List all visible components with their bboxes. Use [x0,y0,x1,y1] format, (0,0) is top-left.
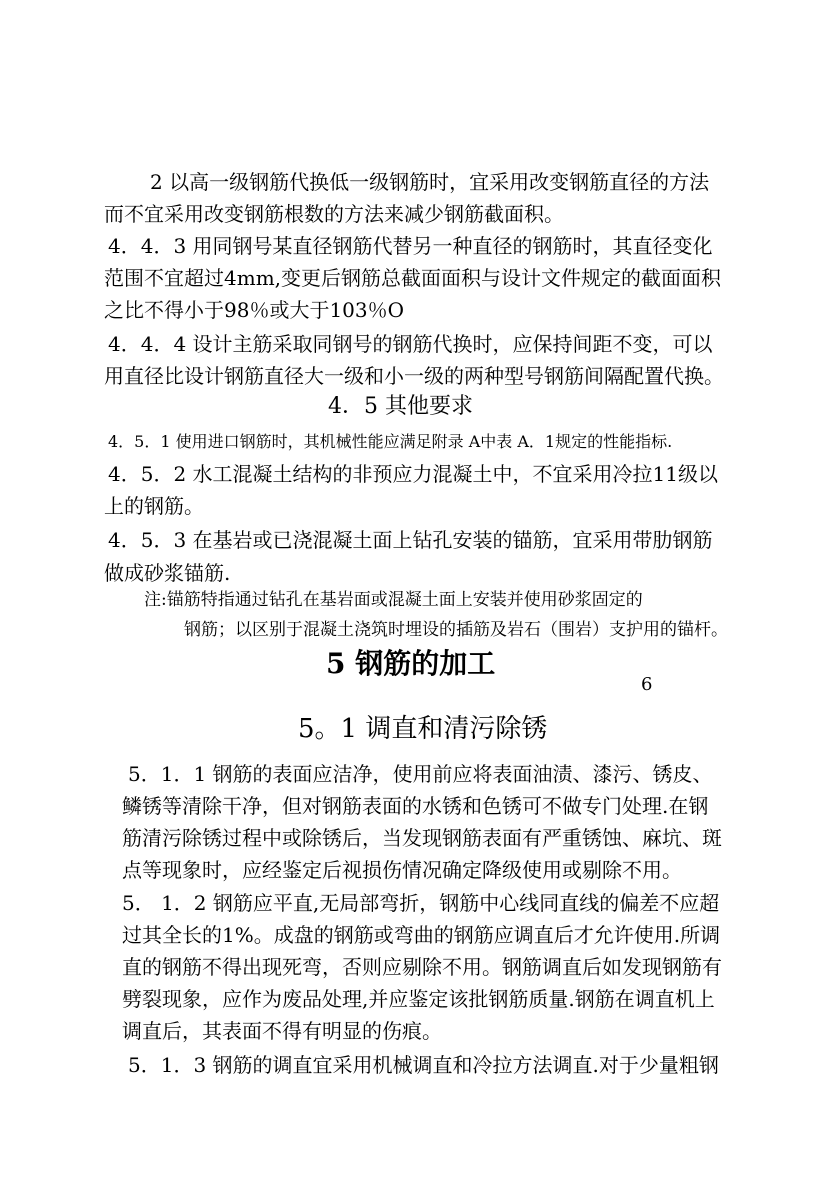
section-heading-5-1: 5。1 调直和清污除锈 [298,714,548,744]
body-line: 上的钢筋。 [104,494,204,518]
clause-5-1-1-line: 5．1．1 钢筋的表面应洁净，使用前应将表面油渍、漆污、锈皮、 [128,762,713,786]
body-line: 点等现象时，应经鉴定后视损伤情况确定降级使用或剔除不用。 [122,858,682,882]
body-line: 鳞锈等清除干净，但对钢筋表面的水锈和色锈可不做专门处理.在钢 [122,794,709,818]
clause-4-5-3-line: 4．5．3 在基岩或已浇混凝土面上钻孔安装的锚筋，宜采用带肋钢筋 [108,528,713,552]
body-line: 做成砂浆锚筋. [104,561,231,585]
clause-4-4-4-line: 4．4．4 设计主筋采取同钢号的钢筋代换时，应保持间距不变，可以 [108,332,713,356]
body-line: 之比不得小于98％或大于103％O [104,298,405,322]
clause-4-5-1-line: 4．5．1 使用进口钢筋时，其机械性能应满足附录 A中表 A．1规定的性能指标. [108,432,673,451]
page-number: 6 [641,674,653,695]
clause-5-1-3-line: 5．1．3 钢筋的调直宜采用机械调直和冷拉方法调直.对于少量粗钢 [128,1053,719,1077]
body-line: 筋清污除锈过程中或除锈后，当发现钢筋表面有严重锈蚀、麻坑、斑 [122,826,722,850]
note-line: 钢筋；以区别于混凝土浇筑时埋设的插筋及岩石（围岩）支护用的锚杆。 [184,620,728,640]
section-heading-4-5: 4．5 其他要求 [328,394,473,419]
body-line: 用直径比设计钢筋直径大一级和小一级的两种型号钢筋间隔配置代换。 [104,364,724,388]
clause-5-1-2-line: 5． 1．2 钢筋应平直,无局部弯折，钢筋中心线同直线的偏差不应超 [122,891,720,915]
body-line: 2 以高一级钢筋代换低一级钢筋时，宜采用改变钢筋直径的方法 [150,170,710,194]
clause-4-4-3-line: 4．4．3 用同钢号某直径钢筋代替另一种直径的钢筋时，其直径变化 [108,234,713,258]
note-line: 注:锚筋特指通过钻孔在基岩面或混凝土面上安装并使用砂浆固定的 [144,590,643,610]
body-line: 而不宜采用改变钢筋根数的方法来减少钢筋截面积。 [104,202,564,226]
body-line: 范围不宜超过4mm,变更后钢筋总截面面积与设计文件规定的截面面积 [104,266,722,290]
clause-4-5-2-line: 4．5．2 水工混凝土结构的非预应力混凝土中，不宜采用冷拉11级以 [108,462,718,486]
body-line: 直的钢筋不得出现死弯，否则应剔除不用。钢筋调直后如发现钢筋有 [122,955,722,979]
chapter-heading: 5 钢筋的加工 [326,647,496,680]
body-line: 过其全长的1%。成盘的钢筋或弯曲的钢筋应调直后才允许使用.所调 [122,923,721,947]
body-line: 劈裂现象，应作为废品处理,并应鉴定该批钢筋质量.钢筋在调直机上 [122,987,715,1011]
body-line: 调直后，其表面不得有明显的伤痕。 [122,1019,442,1043]
